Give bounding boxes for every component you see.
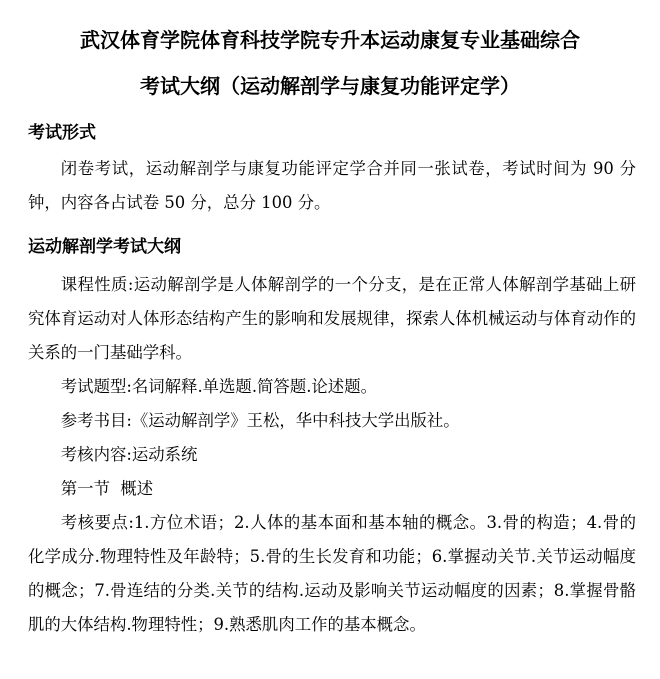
key-points-paragraph: 考核要点:1.方位术语；2.人体的基本面和基本轴的概念。3.骨的构造；4.骨的化学成分.物理特性及年龄特；5.骨的生长发育和功能；6.掌握动关节.关节运动幅度的概念；7.骨连结的分类.关节的结构.运动及影响关节运动幅度的因素；8.掌握骨骼肌的大体结构.物理特性；9.熟悉肌肉工作的基本概念。 [28, 513, 636, 634]
exam-format-heading: 考试形式 [28, 123, 96, 143]
reference-book-paragraph: 参考书目:《运动解剖学》王松，华中科技大学出版社。 [60, 411, 460, 430]
document-title-line-1: 武汉体育学院体育科技学院专升本运动康复专业基础综合 [80, 28, 580, 52]
course-nature-paragraph: 课程性质:运动解剖学是人体解剖学的一个分支，是在正常人体解剖学基础上研究体育运动对人体形态结构产生的影响和发展规律，探索人体机械运动与体育动作的关系的一门基础学科。 [28, 275, 636, 362]
section-title-paragraph: 第一节 概述 [60, 479, 154, 498]
question-types-paragraph: 考试题型:名词解释.单选题.简答题.论述题。 [60, 377, 377, 396]
exam-content-paragraph: 考核内容:运动系统 [60, 445, 198, 464]
document-title-line-2: 考试大纲（运动解剖学与康复功能评定学） [140, 74, 520, 98]
anatomy-outline-heading: 运动解剖学考试大纲 [28, 237, 181, 257]
exam-format-paragraph: 闭卷考试，运动解剖学与康复功能评定学合并同一张试卷，考试时间为 90 分钟，内容各占试卷 50 分，总分 100 分。 [28, 159, 636, 212]
